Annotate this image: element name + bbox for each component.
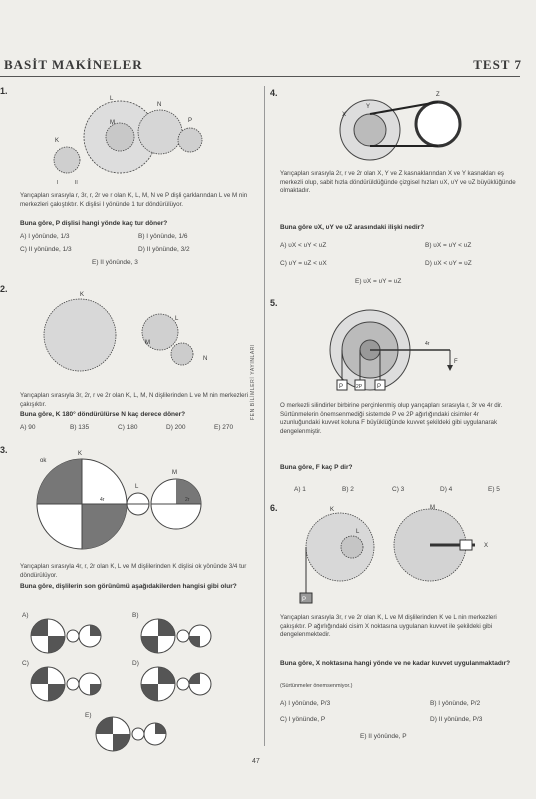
q6-option-e[interactable]: E) II yönünde, P <box>360 733 407 740</box>
svg-text:L: L <box>356 529 360 535</box>
q3-gear-figure <box>30 452 250 562</box>
svg-text:2r: 2r <box>185 497 190 503</box>
q4-text: Yarıçapları sırasıyla 2r, r ve 2r olan X, Y ve Z kasnaklarından X ve Y kasnakları eş merkezli olup, sabit hızla döndürüldüğünde çizgisel hızları υX, υY ve υZ büyüklüğünde olmaktadır. <box>280 170 516 195</box>
svg-text:II: II <box>75 180 78 186</box>
svg-text:4r: 4r <box>100 497 105 503</box>
q4-pulley-figure <box>330 92 480 162</box>
q6-option-d[interactable]: D) II yönünde, P/3 <box>430 716 483 723</box>
q2-option-b[interactable]: B) 135 <box>70 424 90 431</box>
header-rule <box>0 76 520 77</box>
q3-number: 3. <box>0 445 8 455</box>
q1-option-c[interactable]: C) II yönünde, 1/3 <box>20 246 72 253</box>
svg-text:L: L <box>175 316 179 322</box>
q6-gear-figure <box>300 505 520 605</box>
q3-ok-label: ok <box>40 458 47 464</box>
svg-text:K: K <box>80 292 85 298</box>
q4-option-b[interactable]: B) υX = υY < υZ <box>425 242 472 249</box>
svg-text:F: F <box>454 359 458 365</box>
q1-option-b[interactable]: B) I yönünde, 1/6 <box>138 233 188 240</box>
svg-text:M: M <box>145 340 150 346</box>
test-title: TEST 7 <box>473 57 522 72</box>
q1-question: Buna göre, P dişlisi hangi yönde kaç tur döner? <box>20 220 168 227</box>
svg-text:P: P <box>339 384 344 390</box>
q6-text: Yarıçapları sırasıyla 3r, r ve 2r olan K, L ve M dişlilerinden K ve L nin merkezleri çakışıktır. P ağırlığındaki cisim X noktasına uygulanan kuvvet ile şekildeki gibi dengelenmektedir. <box>280 614 497 639</box>
q2-option-e[interactable]: E) 270 <box>214 424 234 431</box>
svg-text:M: M <box>172 470 177 476</box>
publisher-label: FEN BİLİMLERİ YAYINLARI <box>250 343 256 420</box>
q1-option-a[interactable]: A) I yönünde, 1/3 <box>20 233 70 240</box>
svg-text:Y: Y <box>366 104 371 110</box>
svg-text:X: X <box>484 543 489 549</box>
svg-text:X: X <box>342 112 347 118</box>
svg-text:P: P <box>377 384 382 390</box>
q3-option-a-label[interactable]: A) <box>22 612 29 619</box>
svg-text:L: L <box>110 96 114 102</box>
svg-text:Z: Z <box>436 92 440 98</box>
q2-option-a[interactable]: A) 90 <box>20 424 36 431</box>
q1-gear-figure <box>45 92 245 192</box>
svg-text:2P: 2P <box>356 384 363 390</box>
q3-option-d-label[interactable]: D) <box>132 660 139 667</box>
chapter-title: BASİT MAKİNELER <box>4 57 143 72</box>
q6-option-b[interactable]: B) I yönünde, P/2 <box>430 700 481 707</box>
q3-option-e-figure <box>95 716 195 756</box>
q6-question: Buna göre, X noktasına hangi yönde ve ne kadar kuvvet uygulanmaktadır? <box>280 660 511 667</box>
q2-number: 2. <box>0 284 8 294</box>
q5-number: 5. <box>270 298 278 308</box>
q2-option-d[interactable]: D) 200 <box>166 424 186 431</box>
q4-number: 4. <box>270 88 278 98</box>
q4-option-e[interactable]: E) υX = υY = υZ <box>355 278 402 285</box>
svg-text:N: N <box>157 102 162 108</box>
q2-question: Buna göre, K 180° döndürülürse N kaç derece döner? <box>20 411 186 418</box>
q1-option-d[interactable]: D) II yönünde, 3/2 <box>138 246 190 253</box>
q5-option-c[interactable]: C) 3 <box>392 486 405 493</box>
q4-option-c[interactable]: C) υY = υZ < υX <box>280 260 327 267</box>
svg-text:I: I <box>57 180 59 186</box>
q5-option-e[interactable]: E) 5 <box>488 486 500 493</box>
q3-option-b-label[interactable]: B) <box>132 612 139 619</box>
q1-option-e[interactable]: E) II yönünde, 3 <box>92 259 138 266</box>
page-number: 47 <box>252 758 260 765</box>
svg-text:K: K <box>330 507 335 513</box>
q3-option-a-figure <box>30 618 130 658</box>
q4-question: Buna göre υX, υY ve υZ arasındaki ilişki nedir? <box>280 224 425 231</box>
svg-text:P: P <box>188 118 193 124</box>
q2-option-c[interactable]: C) 180 <box>118 424 138 431</box>
q1-number: 1. <box>0 86 8 96</box>
q3-option-c-label[interactable]: C) <box>22 660 29 667</box>
svg-text:P: P <box>302 597 307 603</box>
column-divider <box>264 86 265 746</box>
q5-option-a[interactable]: A) 1 <box>294 486 306 493</box>
svg-text:M: M <box>110 120 115 126</box>
q4-option-d[interactable]: D) υX < υY = υZ <box>425 260 472 267</box>
svg-text:K: K <box>78 451 83 457</box>
q1-text: Yarıçapları sırasıyla r, 3r, r, 2r ve r olan K, L, M, N ve P dişli çarklarından L ve M nin merkezleri çakıştıktır. K dişlisi I yönünde 1 tur döndürülüyor. <box>20 192 248 208</box>
q4-option-a[interactable]: A) υX < υY < υZ <box>280 242 327 249</box>
svg-text:M: M <box>430 505 435 511</box>
q5-text: O merkezli silindirler birbirine perçinlenmiş olup yarıçapları sırasıyla r, 3r ve 4r dir. Sürtünmelerin önemsenmediği sistemde P ve 2P ağırlığındaki cisimler 4r uzunluğundaki kuvvet koluna F büyüklüğünde kuvvet şekildeki gibi uygulanarak dengelenmiştir. <box>280 402 503 435</box>
q5-cylinder-figure <box>320 305 470 415</box>
q3-text: Yarıçapları sırasıyla 4r, r, 2r olan K, L ve M dişlilerinden K dişlisi ok yönünde 3/4 tur döndürülüyor. <box>20 563 247 579</box>
q5-option-d[interactable]: D) 4 <box>440 486 453 493</box>
q6-option-c[interactable]: C) I yönünde, P <box>280 716 326 723</box>
q5-option-b[interactable]: B) 2 <box>342 486 354 493</box>
svg-text:L: L <box>135 484 139 490</box>
q2-gear-figure <box>20 290 220 390</box>
q2-text: Yarıçapları sırasıyla 3r, 2r, r ve 2r olan K, L, M, N dişlilerinden L ve M nin merkezleri çakışıktır. <box>20 392 248 408</box>
q5-question: Buna göre, F kaç P dir? <box>280 464 353 471</box>
q3-option-d-figure <box>140 666 240 706</box>
svg-text:K: K <box>55 138 60 144</box>
q6-number: 6. <box>270 503 278 513</box>
q6-note: (Sürtünmeler önemsenmiyor.) <box>280 683 353 689</box>
header <box>0 55 536 77</box>
q3-option-c-figure <box>30 666 130 706</box>
q3-option-b-figure <box>140 618 240 658</box>
q3-option-e-label[interactable]: E) <box>85 712 92 719</box>
q6-option-a[interactable]: A) I yönünde, P/3 <box>280 700 331 707</box>
svg-text:4r: 4r <box>425 341 430 347</box>
svg-text:N: N <box>203 356 208 362</box>
q3-question: Buna göre, dişlilerin son görünümü aşağıdakilerden hangisi gibi olur? <box>20 583 237 590</box>
